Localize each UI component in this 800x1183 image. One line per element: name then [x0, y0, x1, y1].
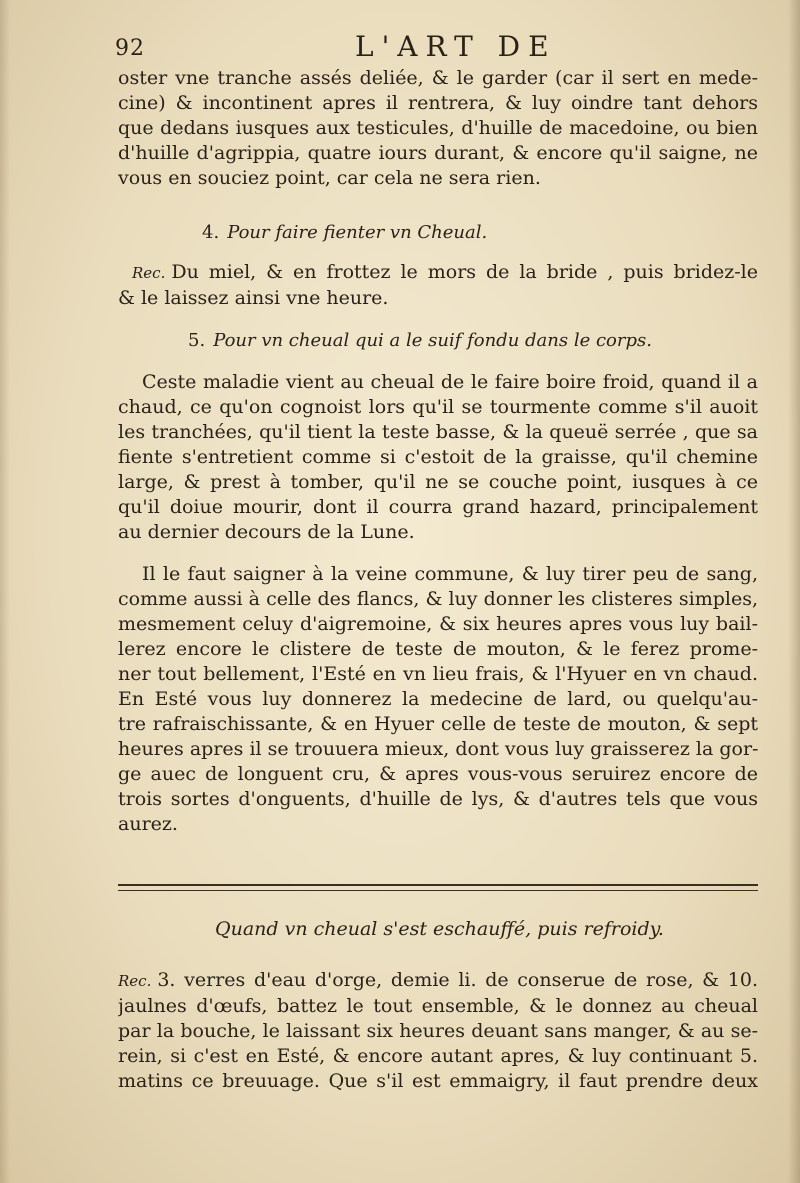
text-line: ge auec de longuent cru, & apres vous-vous seruirez encore de	[118, 763, 758, 785]
recipe-abbr: Rec.	[118, 972, 152, 990]
text-line: Il le faut saigner à la veine commune, & luy tirer peu de sang,	[142, 563, 758, 585]
section-heading-5	[188, 330, 652, 351]
text-line: jaulnes d'œufs, battez le tout ensemble, & le donnez au cheual	[118, 995, 758, 1017]
paragraph-description	[118, 370, 758, 545]
paragraph-treatment	[118, 562, 758, 837]
recipe-abbr: Rec.	[132, 264, 166, 282]
text-line: chaud, ce qu'on cognoist lors qu'il se tourmente comme s'il auoit	[118, 396, 758, 418]
paragraph-recipe-6	[118, 968, 758, 1094]
text-line: par la bouche, le laissant six heures deuant sans manger, & au se-	[118, 1020, 758, 1042]
text-line: lerez encore le clistere de teste de mouton, & le ferez prome-	[118, 638, 758, 660]
section-number: 5.	[188, 330, 206, 351]
section-title: Pour vn cheual qui a le suif fondu dans le corps.	[213, 330, 652, 351]
section-title: Quand vn cheual s'est eschauffé, puis refroidy.	[215, 918, 664, 940]
section-heading-4	[202, 222, 487, 243]
text-line: cine) & incontinent apres il rentrera, & luy oindre tant dehors	[118, 92, 758, 114]
text-line: vous en souciez point, car cela ne sera rien.	[118, 167, 541, 189]
running-title: L'ART DE	[355, 30, 557, 63]
text-line: ner tout bellement, l'Esté en vn lieu frais, & l'Hyuer en vn chaud.	[118, 663, 758, 685]
text-line: & le laissez ainsi vne heure.	[118, 287, 389, 309]
section-title: Pour faire fienter vn Cheual.	[227, 222, 488, 243]
page-number: 92	[115, 36, 145, 61]
text-line: tre rafraischissante, & en Hyuer celle de teste de mouton, & sept	[118, 713, 758, 735]
text-line: les tranchées, qu'il tient la teste basse, & la queuë serrée , que sa	[118, 421, 758, 443]
paragraph-continuation	[118, 66, 758, 191]
text-line: qu'il doiue mourir, dont il courra grand hazard, principalement	[118, 496, 758, 518]
page-edge-right	[788, 0, 800, 1183]
text-line: Ceste maladie vient au cheual de le faire boire froid, quand il a	[142, 371, 758, 393]
section-heading-6	[215, 918, 664, 940]
paragraph-recipe-4	[118, 260, 758, 311]
text-line: aurez.	[118, 813, 178, 835]
text-line: Rec. 3. verres d'eau d'orge, demie li. de conserue de rose, & 10.	[118, 969, 758, 991]
text-line: comme aussi à celle des flancs, & luy donner les clisteres simples,	[118, 588, 758, 610]
section-number: 4.	[202, 222, 220, 243]
text-line: matins ce breuuage. Que s'il est emmaigry, il faut prendre deux	[118, 1070, 758, 1092]
page-edge-left	[0, 0, 10, 1183]
text-line: Rec. Du miel, & en frottez le mors de la bride , puis bridez-le	[132, 261, 758, 283]
text-line: fiente s'entretient comme si c'estoit de la graisse, qu'il chemine	[118, 446, 758, 468]
text-line: d'huille d'agrippia, quatre iours durant, & encore qu'il saigne, ne	[118, 142, 758, 164]
page-header	[115, 30, 755, 66]
text-line: mesmement celuy d'aigremoine, & six heures apres vous luy bail-	[118, 613, 758, 635]
text-line: trois sortes d'onguents, d'huille de lys, & d'autres tels que vous	[118, 788, 758, 810]
text-line: que dedans iusques aux testicules, d'huille de macedoine, ou bien	[118, 117, 758, 139]
separator-rule-thin	[118, 890, 758, 891]
text-line: oster vne tranche assés deliée, & le garder (car il sert en mede-	[118, 67, 758, 89]
text-line: au dernier decours de la Lune.	[118, 521, 415, 543]
text-line: large, & prest à tomber, qu'il ne se couche point, iusques à ce	[118, 471, 758, 493]
separator-rule	[118, 884, 758, 886]
text-line: heures apres il se trouuera mieux, dont vous luy graisserez la gor-	[118, 738, 758, 760]
text-line: En Esté vous luy donnerez la medecine de lard, ou quelqu'au-	[118, 688, 758, 710]
text-line: rein, si c'est en Esté, & encore autant apres, & luy continuant 5.	[118, 1045, 758, 1067]
